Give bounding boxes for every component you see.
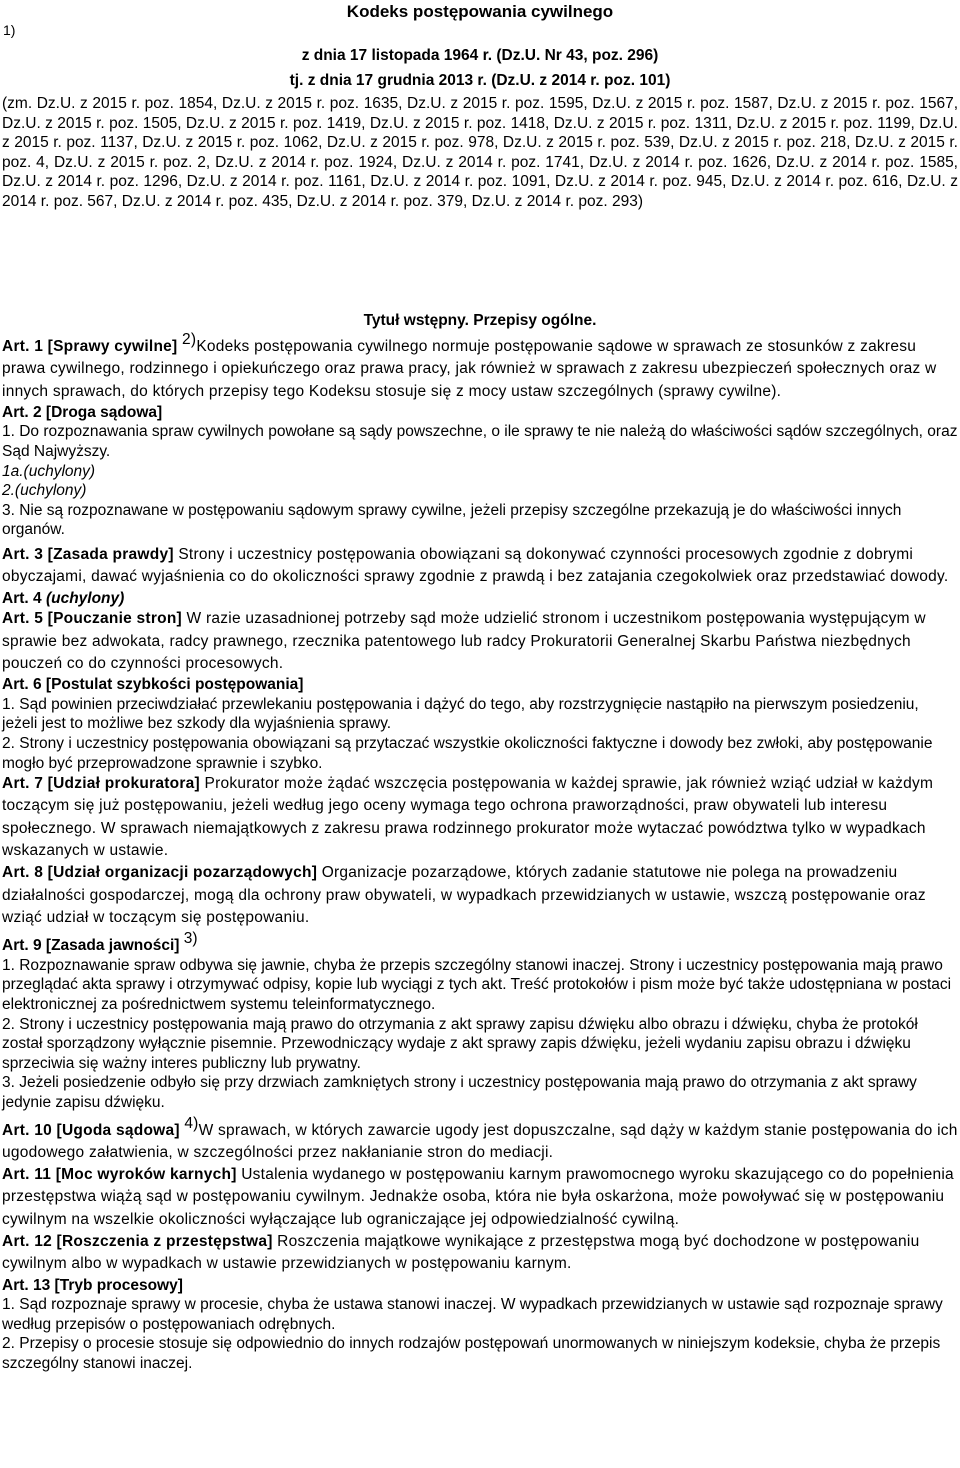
article-3-text: Strony i uczestnicy postępowania obowiązani są dokonywać czynności procesowych zgodnie z dobrymi obyczajami, dawać wyjaśnienia co do okoliczności sprawy zgodnie z prawdą i bez zatajania czegokolwiek oraz przedstawiać dowody.	[2, 546, 949, 586]
article-7-text: Prokurator może żądać wszczęcia postępowania w każdej sprawie, jak również wziąć udział w każdym toczącym się już postępowaniu, jeżeli według jego oceny wymaga tego ochrona praworządności, praw obywateli lub interesu społecznego. W sprawach niemajątkowych z zakresu prawa rodzinnego prokurator może wytaczać powództwa tylko w wypadkach wskazanych w ustawie.	[2, 775, 934, 859]
footnote-ref-2: 2)	[182, 331, 197, 348]
article-7-heading: Art. 7 [Udział prokuratora]	[2, 775, 200, 793]
footnote-marker: 1)	[3, 22, 16, 38]
article-12-text: Roszczenia majątkowe wynikające z przestępstwa mogą być dochodzone w postępowaniu cywilnym albo w wypadkach w ustawie przewidzianych w postępowaniu karnym.	[2, 1233, 920, 1273]
article-13	[2, 1276, 958, 1296]
article-3	[2, 544, 958, 589]
article-8	[2, 862, 958, 929]
article-9	[2, 929, 958, 956]
article-2-par-2-text: 2.(uchylony)	[2, 482, 87, 500]
footnote-ref-3: 3)	[183, 930, 198, 948]
article-6-par-2: 2. Strony i uczestnicy postępowania obowiązani są przytaczać wszystkie okoliczności faktyczne i dowody bez zwłoki, aby postępowanie mogło być przeprowadzone sprawnie i szybko.	[2, 734, 933, 772]
article-9-par-2: 2. Strony i uczestnicy postępowania mają prawo do otrzymania z akt sprawy zapisu dźwięku albo obrazu i dźwięku, chyba że protokół został sporządzony wyłącznie pisemnie. Przewodniczący wydaje z akt sprawy zapis dźwięku, jeżeli wydaniu zapisu obrazu i dźwięku sprzeciwia się ważny interes publiczny lub prywatny.	[2, 1015, 918, 1072]
article-11-heading: Art. 11 [Moc wyroków karnych]	[2, 1166, 237, 1184]
article-8-heading: Art. 8 [Udział organizacji pozarządowych]	[2, 864, 318, 882]
article-9-par-1: 1. Rozpoznawanie spraw odbywa się jawnie, chyba że przepis szczególny stanowi inaczej. Strony i uczestnicy postępowania mają prawo przeglądać akta sprawy i otrzymywać odpisy, kopie lub wyciągi z tych akt. Treść protokołów i pism może być także udostępniana w postaci elektronicznej za pośrednictwem systemu teleinformatycznego.	[2, 956, 952, 1013]
article-1	[2, 329, 958, 403]
article-2-par-1a-text: 1a.(uchylony)	[2, 462, 96, 480]
article-4	[2, 589, 958, 609]
article-4-status: (uchylony)	[45, 589, 125, 607]
document-body	[2, 329, 958, 1374]
article-2-par-2	[2, 481, 958, 501]
consolidated-text-line: tj. z dnia 17 grudnia 2013 r. (Dz.U. z 2014 r. poz. 101)	[289, 72, 671, 89]
article-1-text: Kodeks postępowania cywilnego normuje postępowanie sądowe w sprawach ze stosunków z zakresu prawa cywilnego, rodzinnego i opiekuńczego oraz prawa pracy, jak również w sprawach z zakresu ubezpieczeń społecznych oraz w innych sprawach, do których przepisy tego Kodeksu stosuje się z mocy ustaw szczególnych (sprawy cywilne).	[2, 338, 937, 400]
article-8-text: Organizacje pozarządowe, których zadanie statutowe nie polega na prowadzeniu działalności gospodarczej, mogą dla ochrony praw obywateli, w wypadkach przewidzianych w ustawie, wszczą postępowanie oraz wziąć udział w toczącym się postępowaniu.	[2, 864, 926, 926]
article-12	[2, 1231, 958, 1276]
article-13-heading: Art. 13 [Tryb procesowy]	[2, 1276, 183, 1294]
date-line: z dnia 17 listopada 1964 r. (Dz.U. Nr 43, poz. 296)	[301, 47, 659, 64]
article-1-heading: Art. 1 [Sprawy cywilne]	[2, 338, 178, 355]
article-2-heading: Art. 2 [Droga sądowa]	[2, 403, 163, 421]
section-heading: Tytuł wstępny. Przepisy ogólne.	[363, 312, 597, 329]
article-9-par-3: 3. Jeżeli posiedzenie odbyło się przy drzwiach zamkniętych strony i uczestnicy postępowania mają prawo do otrzymania z akt sprawy jedynie zapisu dźwięku.	[2, 1074, 917, 1111]
article-3-heading: Art. 3 [Zasada prawdy]	[2, 546, 174, 564]
article-6	[2, 675, 958, 695]
article-11-text: Ustalenia wydanego w postępowaniu karnym prawomocnego wyroku skazującego co do popełnienia przestępstwa wiążą sąd w postępowaniu cywilnym. Jednakże osoba, która nie była oskarżona, może powoływać się w postępowaniu cywilnym na wszelkie okoliczności wyłączające lub ograniczające jej odpowiedzialność cywilną.	[2, 1166, 954, 1228]
article-6-par-1: 1. Sąd powinien przeciwdziałać przewlekaniu postępowania i dążyć do tego, aby rozstrzygnięcie nastąpiło na pierwszym posiedzeniu, jeżeli jest to możliwe bez szkody dla wyjaśnienia sprawy.	[2, 695, 919, 733]
article-6-heading: Art. 6 [Postulat szybkości postępowania]	[2, 676, 304, 694]
article-2-par-1a	[2, 462, 958, 482]
document-title: Kodeks postępowania cywilnego	[346, 2, 614, 21]
article-10-text: W sprawach, w których zawarcie ugody jest dopuszczalne, sąd dąży w każdym stanie postępowania do ich ugodowego załatwienia, w szczególności przez nakłanianie stron do mediacji.	[2, 1121, 958, 1161]
article-2-par-3: 3. Nie są rozpoznawane w postępowaniu sądowym sprawy cywilne, jeżeli przepisy szczególne przekazują je do właściwości innych organów.	[2, 501, 902, 539]
article-10-heading: Art. 10 [Ugoda sądowa]	[2, 1121, 180, 1139]
article-4-heading: Art. 4	[2, 589, 42, 607]
article-7	[2, 773, 958, 862]
article-13-par-1: 1. Sąd rozpoznaje sprawy w procesie, chyba że ustawa stanowi inaczej. W wypadkach przewidzianych w ustawie sąd rozpoznaje sprawy według przepisów o postępowaniach odrębnych.	[2, 1296, 943, 1333]
article-2	[2, 403, 958, 423]
article-9-heading: Art. 9 [Zasada jawności]	[2, 937, 180, 955]
amendments-list: (zm. Dz.U. z 2015 r. poz. 1854, Dz.U. z 2015 r. poz. 1635, Dz.U. z 2015 r. poz. 1595, Dz.U. z 2015 r. poz. 1587, Dz.U. z 2015 r. poz. 1567, Dz.U. z 2015 r. poz. 1505, Dz.U. z 2015 r. poz. 1419, Dz.U. z 2015 r. poz. 1418, Dz.U. z 2015 r. poz. 1311, Dz.U. z 2015 r. poz. 1199, Dz.U. z 2015 r. poz. 1137, Dz.U. z 2015 r. poz. 1062, Dz.U. z 2015 r. poz. 978, Dz.U. z 2015 r. poz. 539, Dz.U. z 2015 r. poz. 218, Dz.U. z 2015 r. poz. 4, Dz.U. z 2015 r. poz. 2, Dz.U. z 2014 r. poz. 1924, Dz.U. z 2014 r. poz. 1741, Dz.U. z 2014 r. poz. 1626, Dz.U. z 2014 r. poz. 1585, Dz.U. z 2014 r. poz. 1296, Dz.U. z 2014 r. poz. 1161, Dz.U. z 2014 r. poz. 1091, Dz.U. z 2014 r. poz. 945, Dz.U. z 2014 r. poz. 616, Dz.U. z 2014 r. poz. 567, Dz.U. z 2014 r. poz. 435, Dz.U. z 2014 r. poz. 379, Dz.U. z 2014 r. poz. 293)	[2, 95, 958, 210]
article-10	[2, 1113, 958, 1165]
article-11	[2, 1164, 958, 1231]
article-12-heading: Art. 12 [Roszczenia z przestępstwa]	[2, 1233, 273, 1250]
article-13-par-2: 2. Przepisy o procesie stosuje się odpowiednio do innych rodzajów postępowań unormowanych w niniejszym kodeksie, chyba że przepis szczególny stanowi inaczej.	[2, 1335, 941, 1372]
article-5-heading: Art. 5 [Pouczanie stron]	[2, 610, 182, 628]
article-2-par-1: 1. Do rozpoznawania spraw cywilnych powołane są sądy powszechne, o ile sprawy te nie należą do właściwości sądów szczególnych, oraz Sąd Najwyższy.	[2, 423, 958, 461]
article-5	[2, 608, 958, 675]
article-5-text: W razie uzasadnionej potrzeby sąd może udzielić stronom i uczestnikom postępowania występującym w sprawie bez adwokata, radcy prawnego, rzecznika patentowego lub radcy Prokuratorii Generalnej Skarbu Państwa niezbędnych pouczeń co do czynności procesowych.	[2, 610, 926, 672]
footnote-ref-4: 4)	[184, 1114, 199, 1132]
